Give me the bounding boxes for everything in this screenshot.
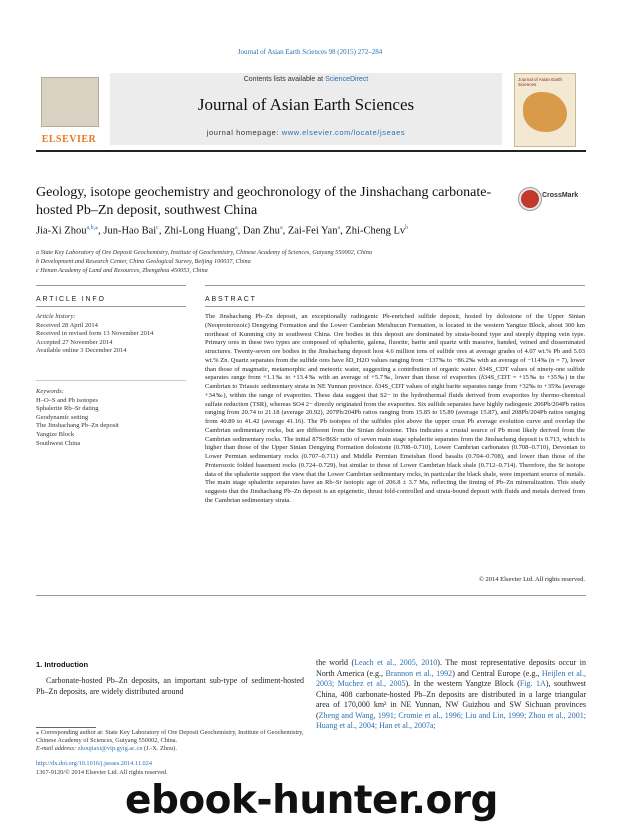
article-info-heading: ARTICLE INFO (36, 296, 106, 303)
article-info-rule (36, 285, 186, 286)
reference-link[interactable]: Zheng and Wang, 1991; Cromie et al., 1996; Liu and Lin, 1999; Zhou et al., 2001; Huang et al., 2004; Han et al., 2007a; (316, 710, 586, 730)
author-affiliation-mark[interactable]: b (405, 225, 409, 231)
cover-map-image (523, 92, 567, 132)
author-affiliation-mark[interactable]: c (156, 225, 159, 231)
article-history (36, 313, 186, 356)
homepage-line: journal homepage: www.elsevier.com/locate/jseaes (206, 128, 406, 137)
crossmark-button[interactable] (519, 188, 589, 210)
author-affiliation-mark[interactable]: a,b,⁎ (86, 225, 99, 231)
keywords-heading: Keywords: (36, 388, 64, 395)
article-title: Geology, isotope geochemistry and geochronology of the Jinshachang carbonate-hosted Pb–Zn deposit, southwest China (36, 185, 492, 218)
crossmark-label: CrossMark (542, 192, 579, 199)
abstract-rule (205, 285, 585, 286)
abstract-copyright: © 2014 Elsevier Ltd. All rights reserved. (478, 576, 585, 583)
keyword-item: Geodynamic setting (36, 413, 89, 421)
affiliation-item: a State Key Laboratory of Ore Deposit Geochemistry, Institute of Geochemistry, Chinese Academy of Sciences, Guiyang 550002, China (36, 249, 372, 256)
doi-link[interactable]: http://dx.doi.org/10.1016/j.jseaes.2014.11.024 (36, 760, 152, 767)
author-affiliation-mark[interactable]: a (279, 225, 283, 231)
author-name[interactable]: Dan Zhu (242, 225, 280, 237)
sciencedirect-link[interactable]: ScienceDirect (325, 76, 369, 83)
author-name[interactable]: Jia-Xi Zhou (36, 225, 87, 237)
issn-line: 1367-9120/© 2014 Elsevier Ltd. All rights reserved. (36, 769, 168, 776)
contents-line: Contents lists available at ScienceDirect (243, 76, 369, 83)
keyword-item: Yangtze Block (36, 430, 75, 438)
footnote-rule (36, 727, 96, 728)
masthead-rule (36, 150, 586, 152)
intro-column-left: Carbonate-hosted Pb–Zn deposits, an important sub-type of sediment-hosted Pb–Zn deposits, are widely distributed around (36, 676, 304, 696)
journal-cover-image[interactable] (514, 73, 576, 147)
reference-link[interactable]: Brannon et al., 1992 (385, 668, 453, 678)
crossmark-icon (519, 188, 541, 210)
history-item: Received in revised form 13 November 2014 (36, 330, 154, 338)
cover-title: Journal of Asian Earth Sciences (518, 77, 563, 87)
keywords (36, 388, 186, 448)
figure-link[interactable]: Fig. 1A (519, 679, 546, 688)
author-affiliation-mark[interactable]: a (337, 225, 341, 231)
affiliation-item: c Henan Academy of Land and Resources, Zhengzhou 450053, China (36, 267, 208, 274)
history-heading: Article history: (36, 313, 76, 320)
affiliation-list (36, 248, 586, 275)
author-list: Jia-Xi Zhou$^{a,b,⁎}$, Jun-Hao Bai$^c$, Zhi-Long Huang$^a$, Dan Zhu$^a$, Zai-Fei Yan$^a$, Zhi-Cheng Lv$^b$ (36, 225, 409, 237)
history-item: Accepted 27 November 2014 (36, 338, 113, 346)
front-matter-rule (36, 595, 586, 596)
watermark-text: ebook-hunter.org (125, 778, 498, 823)
journal-title[interactable]: Journal of Asian Earth Sciences (197, 95, 415, 114)
journal-homepage-link[interactable]: www.elsevier.com/locate/jseaes (281, 128, 406, 137)
reference-link[interactable]: Heijlen et al., 2003; Muchez et al., 2005 (316, 668, 586, 688)
publisher-logo-text: ELSEVIER (41, 134, 97, 145)
keyword-item: Southwest China (36, 439, 81, 447)
history-item: Received 28 April 2014 (36, 321, 98, 329)
author-name[interactable]: Zhi-Long Huang (164, 225, 235, 237)
corresponding-author-footnote: ⁎ Corresponding author at: State Key Laboratory of Ore Deposit Geochemistry, Institute of Geochemistry, Chinese Academy of Sciences, Guiyang 550002, China. E-mail address: zhoujiaxi@vip.gyig.ac.cn (J.-X. Zhou). (36, 729, 304, 753)
author-name[interactable]: Jun-Hao Bai (103, 225, 157, 237)
affiliation-item: b Development and Research Center, China Geological Survey, Beijing 100037, China (36, 258, 251, 265)
author-name[interactable]: Zhi-Cheng Lv (345, 225, 406, 237)
author-name[interactable]: Zai-Fei Yan (287, 225, 338, 237)
keyword-item: H–O–S and Pb isotopes (36, 396, 98, 404)
intro-heading: 1. Introduction (36, 660, 89, 669)
elsevier-logo[interactable] (36, 73, 102, 145)
keyword-item: Sphalerite Rb–Sr dating (36, 405, 99, 413)
keywords-rule (36, 380, 186, 381)
masthead-band (110, 73, 502, 145)
abstract-heading: ABSTRACT (205, 296, 257, 303)
history-item: Available online 3 December 2014 (36, 347, 127, 355)
abstract-rule-lower (205, 306, 585, 307)
author-email-link[interactable]: zhoujiaxi@vip.gyig.ac.cn (77, 745, 143, 753)
article-info-rule-lower (36, 306, 186, 307)
elsevier-tree-icon (41, 77, 99, 127)
keyword-item: The Jinshachang Pb–Zn deposit (36, 422, 119, 430)
journal-masthead (36, 73, 586, 145)
intro-column-right: the world (Leach et al., 2005, 2010). The most representative deposits occur in North America (e.g., Brannon et al., 1992) and Central Europe (e.g., Heijlen et al., 2003; Muchez et al., 2005). In the western Yangtze Block (Fig. 1A), southwest China, 408 carbonate-hosted Pb–Zn deposits are distributed in a large triangular area of 170,000 km² in NE Yunnan, NW Guizhou and SW Sichuan provinces (Zheng and Wang, 1991; Cromie et al., 1996; Liu and Lin, 1999; Zhou et al., 2001; Huang et al., 2004; Han et al., 2007a; (316, 658, 586, 730)
journal-citation-link[interactable]: Journal of Asian Earth Sciences 98 (2015) 272–284 (237, 48, 383, 56)
author-affiliation-mark[interactable]: a (234, 225, 238, 231)
reference-link[interactable]: Leach et al., 2005, 2010 (354, 658, 438, 667)
abstract-body: The Jinshachang Pb–Zn deposit, an exceptionally radiogenic Pb-enriched sulfide deposit, hosted by dolostone of the Upper Sinian (Neoproterozoic) Dengying Formation and the Lower Cambrian Meishucun Formation, is located in the western Yangtze Block, about 300 km northeast of Kunming city in southwest China. Ore bodies in this deposit are dominated by strata-bound type and steeply dipping vein type. Primary ores in these two types are composed of sphalerite, galena, fluorite, barite and quartz with massive, banded, veined and disseminated structures. Twenty-seven ore bodies in the Jinshachang deposit host 4.6 million tons of sulfide ores at average grades of 4.07 wt.% Pb and 5.03 wt.% Zn. Quartz separates from the sulfide ores have δD_H2O values ranging from −137‰ to −86.2‰ with an average of −114‰ (n = 7), lower than those of magmatic, metamorphic and meteoric water, suggesting a contribution of organic water. δ34S_CDT values of ninety-one sulfide separates range from +1.1‰ to +13.4‰ with an average of +5.7‰, lower than those of evaporites (δ34S_CDT = +15‰ to +35‰) in the Cambrian to Triassic sedimentary strata in NE Yunnan province. δ34S_CDT values of eight barite separates range from +32‰ to +35‰ (average +34‰), within the range of evaporites. These data suggest that S2− in the hydrothermal fluids derived from evaporites by thermo-chemical sulfate reduction (TSR), whereas SO4 2− directly originated from the evaporites. Six sulfide separates have highly radiogenic 206Pb/204Pb ratios ranging from 20.74 to 21.18 (average 20.92), 207Pb/204Pb ratios ranging from 15.85 to 15.89 (average 15.87), and 208Pb/204Pb ratios ranging from 40.89 to 41.42 (average 41.16). The Pb isotopes of the sulfides plot above the upper crust Pb average evolution curve and overlap the Cambrian sedimentary rocks, but are different from the Sinian dolostone. This indicates a crustal source of Pb most likely derived from the Cambrian sedimentary rocks. The initial 87Sr/86Sr ratio of seven main stage sphalerite separates from the Jinshachang deposit is 0.713, which is higher than those of the Upper Sinian Dengying Formation dolostone (0.708–0.710), Lower Cambrian carbonates (0.708–0.710), Devonian to Lower Permian sedimentary rocks (0.707–0.711) and Middle Permian Emeishan flood basalts (0.704–0.708), and lower than those of the Proterozoic folded basement rocks (0.724–0.729), but similar to those of Lower Cambrian black shale (0.712–0.714). Therefore, the Sr isotope data of the sphalerite support the view that the Lower Cambrian sedimentary rocks, in particular the black shale, were important source of metals. The main stage sphalerite separates have an Rb–Sr isotopic age of 206.8 ± 3.7 Ma, reflecting the timing of Pb–Zn mineralization. This study suggests that the Jinshachang Pb–Zn deposit is an epigenetic, thrust fold-controlled and strata-bound deposit with fluids and metals derived from the Cambrian sedimentary strata. (205, 313, 585, 504)
